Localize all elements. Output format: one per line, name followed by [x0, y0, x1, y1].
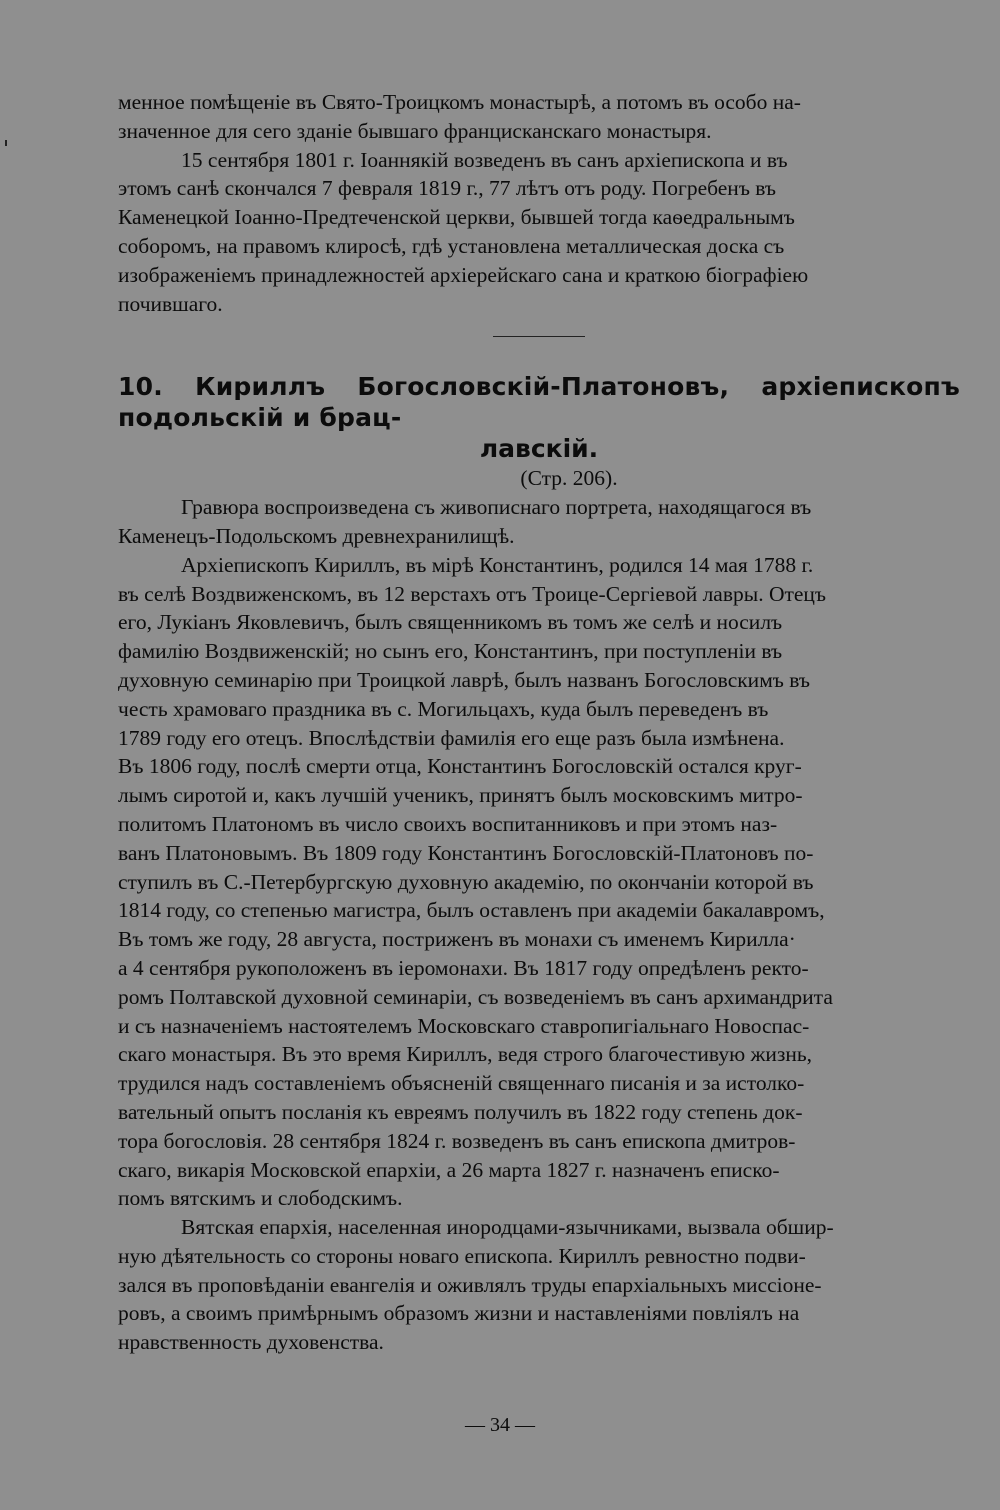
page-reference: (Стр. 206).	[520, 466, 618, 491]
text-line: ную дѣятельность со стороны новаго епископа. Кириллъ ревностно подви-	[118, 1243, 806, 1268]
text-line: Гравюра воспроизведена съ живописнаго портрета, находящагося въ	[181, 495, 812, 520]
paragraph-1	[118, 146, 960, 319]
text-line: 1789 году его отецъ. Впослѣдствіи фамилія его еще разъ была измѣнена.	[118, 725, 785, 750]
text-line: ромъ Полтавской духовной семинаріи, съ возведеніемъ въ санъ архимандрита	[118, 984, 833, 1009]
paragraph-0	[118, 88, 960, 146]
paragraph-4	[118, 1213, 960, 1357]
text-line: тора богословія. 28 сентября 1824 г. возведенъ въ санъ епископа дмитров-	[118, 1128, 796, 1153]
text-line: политомъ Платономъ въ число своихъ воспитанниковъ и при этомъ наз-	[118, 811, 778, 836]
paragraph-3	[118, 551, 960, 1213]
text-line: лымъ сиротой и, какъ лучшій ученикъ, принятъ былъ московскимъ митро-	[118, 783, 803, 808]
text-line: ванъ Платоновымъ. Въ 1809 году Константинъ Богословскій-Платоновъ по-	[118, 840, 814, 865]
text-line: Архіепископъ Кириллъ, въ мірѣ Константинъ, родился 14 мая 1788 г.	[181, 552, 814, 577]
scan-mark	[5, 140, 7, 146]
text-line: менное помѣщеніе въ Свято-Троицкомъ монастырѣ, а потомъ въ особо на-	[118, 90, 801, 114]
text-line: нравственность духовенства.	[118, 1330, 384, 1355]
text-line: Вятская епархія, населенная инородцами-язычниками, вызвала обшир-	[181, 1215, 834, 1240]
text-line: въ селѣ Воздвиженскомъ, въ 12 верстахъ отъ Троице-Сергіевой лавры. Отецъ	[118, 581, 827, 606]
text-line: 15 сентября 1801 г. Іоаннякій возведенъ въ санъ архіепископа и въ	[181, 147, 788, 172]
page-number: — 34 —	[465, 1414, 535, 1436]
text-line: скаго монастыря. Въ это время Кириллъ, ведя строго благочестивую жизнь,	[118, 1042, 813, 1067]
text-line: Каменецкой Іоанно-Предтеченской церкви, бывшей тогда каѳедральнымъ	[118, 205, 795, 230]
text-line: а 4 сентября рукоположенъ въ іеромонахи. Въ 1817 году опредѣленъ ректо-	[118, 955, 809, 980]
text-line: помъ вятскимъ и слободскимъ.	[118, 1186, 403, 1211]
page-body	[118, 88, 960, 1357]
text-line: скаго, викарія Московской епархіи, а 26 марта 1827 г. назначенъ еписко-	[118, 1157, 780, 1182]
text-line: ступилъ въ С.-Петербургскую духовную академію, по окончаніи которой въ	[118, 869, 814, 894]
paragraph-2	[118, 493, 960, 551]
text-line: фамилію Воздвиженскій; но сынъ его, Константинъ, при поступленіи въ	[118, 639, 783, 664]
text-line: и съ назначеніемъ настоятелемъ Московскаго ставропигіальнаго Новоспас-	[118, 1013, 810, 1038]
text-line: этомъ санѣ скончался 7 февраля 1819 г., 77 лѣтъ отъ роду. Погребенъ въ	[118, 176, 777, 201]
text-line: почившаго.	[118, 291, 223, 316]
text-line: 1814 году, со степенью магистра, былъ оставленъ при академіи бакалавромъ,	[118, 898, 825, 923]
text-line: Въ 1806 году, послѣ смерти отца, Константинъ Богословскій остался круг-	[118, 754, 802, 779]
section-divider	[493, 336, 585, 337]
text-line: изображеніемъ принадлежностей архіерейскаго сана и краткою біографіею	[118, 262, 809, 287]
section-heading: 10. Кириллъ Богословскій-Платоновъ, архіепископъ подольскій и брац-	[118, 372, 960, 433]
text-line: соборомъ, на правомъ клиросѣ, гдѣ установлена металлическая доска съ	[118, 233, 785, 258]
text-line: его, Лукіанъ Яковлевичъ, былъ священникомъ въ томъ же селѣ и носилъ	[118, 610, 783, 635]
text-line: Въ томъ же году, 28 августа, постриженъ въ монахи съ именемъ Кирилла·	[118, 927, 796, 952]
text-line: трудился надъ составленіемъ объясненій священнаго писанія и за истолко-	[118, 1071, 805, 1096]
text-line: Каменецъ-Подольскомъ древнехранилищѣ.	[118, 523, 515, 548]
text-line: честь храмоваго праздника въ с. Могильцахъ, куда былъ переведенъ въ	[118, 696, 769, 721]
section-heading-cont: лавскій.	[479, 434, 599, 464]
text-line: зался въ проповѣданіи евангелія и оживлялъ труды епархіальныхъ миссіоне-	[118, 1272, 822, 1297]
text-line: духовную семинарію при Троицкой лаврѣ, былъ названъ Богословскимъ въ	[118, 667, 811, 692]
text-line: вательный опытъ посланія къ евреямъ получилъ въ 1822 году степень док-	[118, 1099, 803, 1124]
text-line: значенное для сего зданіе бывшаго францисканскаго монастыря.	[118, 118, 712, 143]
text-line: ровъ, а своимъ примѣрнымъ образомъ жизни и наставленіями повліялъ на	[118, 1301, 800, 1326]
